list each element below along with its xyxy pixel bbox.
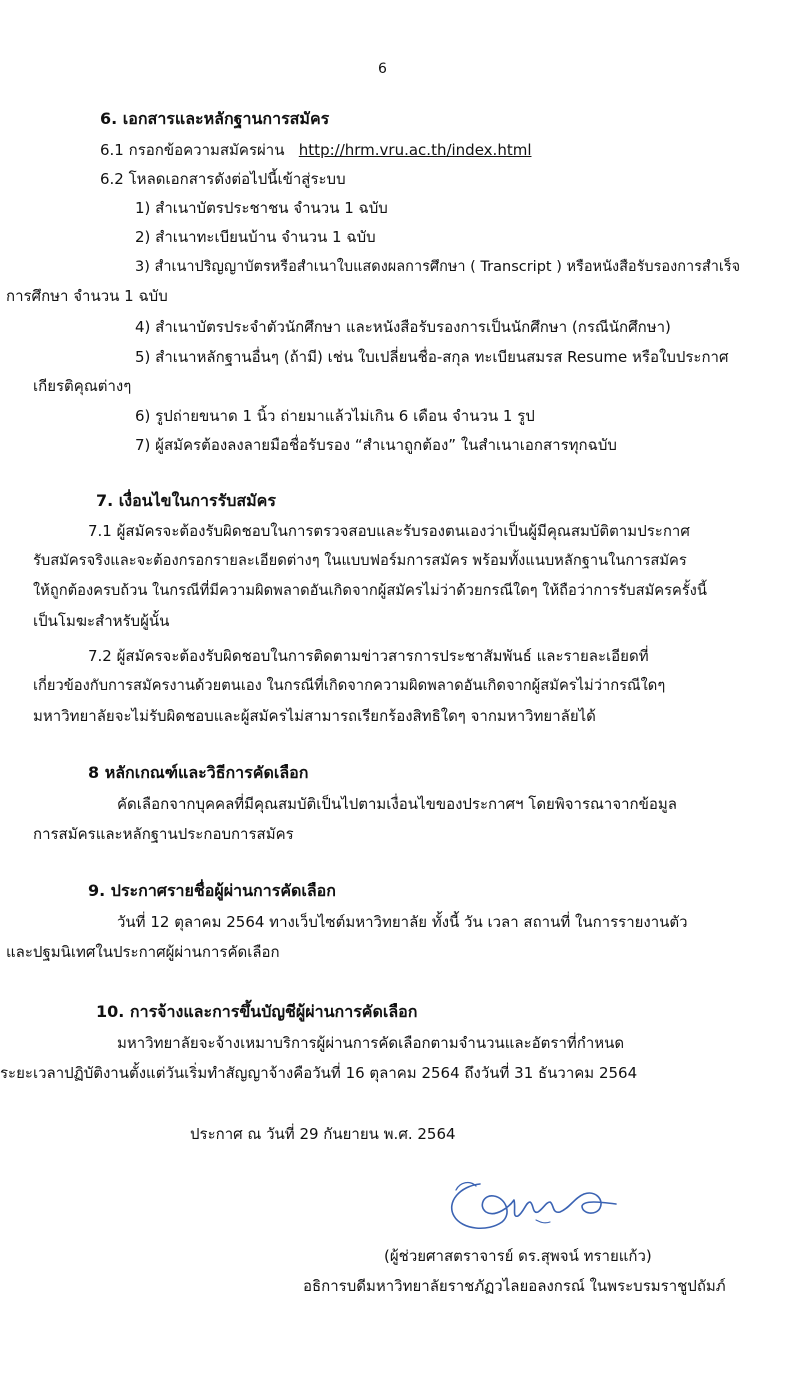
signature-icon [440,1172,640,1237]
doc-item-4: 4) สำเนาบัตรประจำตัวนักศึกษา และหนังสือรับรองการเป็นนักศึกษา (กรณีนักศึกษา) [135,318,671,336]
section-6-heading: 6. เอกสารและหลักฐานการสมัคร [100,109,330,128]
section-10-line-1: มหาวิทยาลัยจะจ้างเหมาบริการผู้ผ่านการคัดเลือกตามจำนวนและอัตราที่กำหนด [117,1034,625,1052]
section-8-heading: 8 หลักเกณฑ์และวิธีการคัดเลือก [88,763,309,782]
section-7-1-line-1: 7.1 ผู้สมัครจะต้องรับผิดชอบในการตรวจสอบและรับรองตนเองว่าเป็นผู้มีคุณสมบัติตามประกาศ [88,522,690,540]
section-6-item-2: 6.2 โหลดเอกสารดังต่อไปนี้เข้าสู่ระบบ [100,170,346,188]
announcement-date: ประกาศ ณ วันที่ 29 กันยายน พ.ศ. 2564 [190,1125,456,1143]
signer-title: อธิการบดีมหาวิทยาลัยราชภัฏวไลยอลงกรณ์ ในพระบรมราชูปถัมภ์ [303,1277,726,1295]
section-7-2-line-3: มหาวิทยาลัยจะไม่รับผิดชอบและผู้สมัครไม่สามารถเรียกร้องสิทธิใดๆ จากมหาวิทยาลัยได้ [33,707,596,725]
section-10-line-2: ระยะเวลาปฏิบัติงานตั้งแต่วันเริ่มทำสัญญาจ้างคือวันที่ 16 ตุลาคม 2564 ถึงวันที่ 31 ธันวาคม 2564 [0,1064,638,1082]
doc-item-2: 2) สำเนาทะเบียนบ้าน จำนวน 1 ฉบับ [135,228,376,246]
section-8-line-2: การสมัครและหลักฐานประกอบการสมัคร [33,825,294,843]
doc-item-5-cont: เกียรติคุณต่างๆ [33,377,132,395]
section-8-line-1: คัดเลือกจากบุคคลที่มีคุณสมบัติเป็นไปตามเงื่อนไขของประกาศฯ โดยพิจารณาจากข้อมูล [117,795,677,813]
section-9-heading: 9. ประกาศรายชื่อผู้ผ่านการคัดเลือก [88,881,336,900]
doc-item-7: 7) ผู้สมัครต้องลงลายมือชื่อรับรอง “สำเนาถูกต้อง” ในสำเนาเอกสารทุกฉบับ [135,436,617,454]
section-7-2-line-1: 7.2 ผู้สมัครจะต้องรับผิดชอบในการติดตามข่าวสารการประชาสัมพันธ์ และรายละเอียดที่ [88,647,649,665]
doc-item-1: 1) สำเนาบัตรประชาชน จำนวน 1 ฉบับ [135,199,388,217]
signer-name: (ผู้ช่วยศาสตราจารย์ ดร.สุพจน์ ทรายแก้ว) [384,1247,652,1265]
item-1-text: 6.1 กรอกข้อความสมัครผ่าน [100,141,285,159]
section-7-1-line-3: ให้ถูกต้องครบถ้วน ในกรณีที่มีความผิดพลาดอันเกิดจากผู้สมัครไม่ว่าด้วยกรณีใดๆ ให้ถือว่าการรับสมัครครั้งนี้ [33,582,707,599]
section-9-line-1: วันที่ 12 ตุลาคม 2564 ทางเว็บไซต์มหาวิทยาลัย ทั้งนี้ วัน เวลา สถานที่ ในการรายงานตัว [117,913,688,931]
section-7-1-line-4: เป็นโมฆะสำหรับผู้นั้น [33,612,170,630]
section-10-heading: 10. การจ้างและการขึ้นบัญชีผู้ผ่านการคัดเลือก [96,1002,418,1021]
doc-item-6: 6) รูปถ่ายขนาด 1 นิ้ว ถ่ายมาแล้วไม่เกิน 6 เดือน จำนวน 1 รูป [135,407,535,425]
doc-item-3-cont: การศึกษา จำนวน 1 ฉบับ [6,287,168,305]
section-7-2-line-2: เกี่ยวข้องกับการสมัครงานด้วยตนเอง ในกรณีที่เกิดจากความผิดพลาดอันเกิดจากผู้สมัครไม่ว่ากรณีใดๆ [33,677,666,694]
application-url-link[interactable]: http://hrm.vru.ac.th/index.html [298,141,532,159]
page-number: 6 [378,61,387,77]
doc-item-5: 5) สำเนาหลักฐานอื่นๆ (ถ้ามี) เช่น ใบเปลี่ยนชื่อ-สกุล ทะเบียนสมรส Resume หรือใบประกาศ [135,348,729,366]
section-9-line-2: และปฐมนิเทศในประกาศผู้ผ่านการคัดเลือก [6,943,280,961]
section-7-heading: 7. เงื่อนไขในการรับสมัคร [96,491,276,510]
section-7-1-line-2: รับสมัครจริงและจะต้องกรอกรายละเอียดต่างๆ ในแบบฟอร์มการสมัคร พร้อมทั้งแนบหลักฐานในการสมัคร [33,552,687,569]
section-6-item-1 [100,139,531,161]
doc-item-3: 3) สำเนาปริญญาบัตรหรือสำเนาใบแสดงผลการศึกษา ( Transcript ) หรือหนังสือรับรองการสำเร็จ [135,259,741,275]
